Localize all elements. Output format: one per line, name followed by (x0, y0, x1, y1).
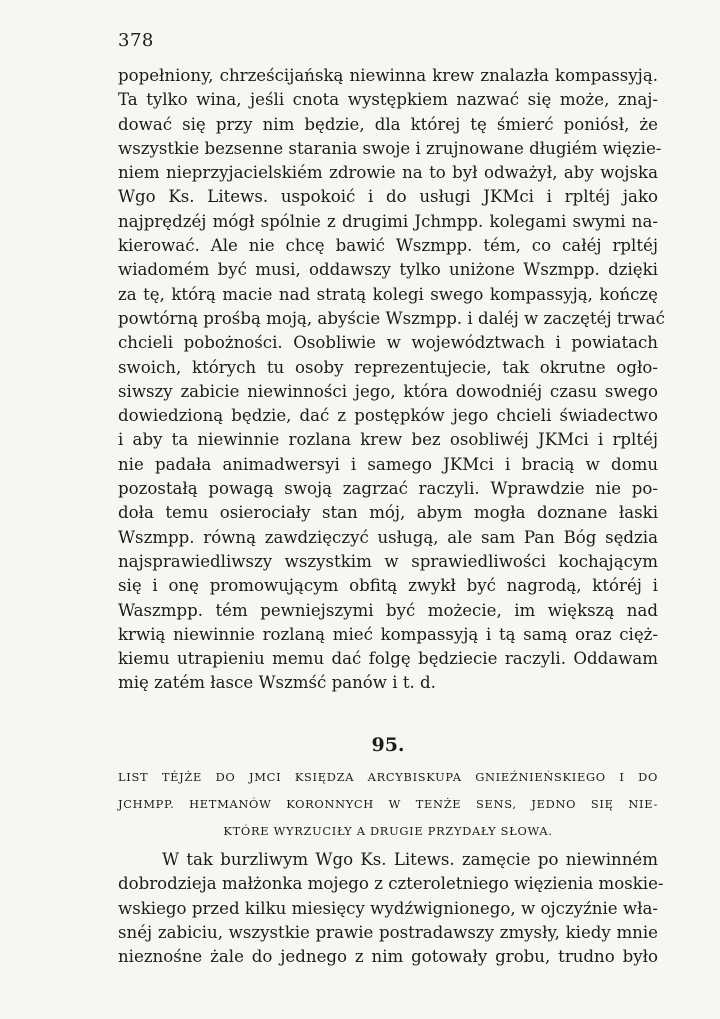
letter-heading (118, 764, 658, 845)
text-line: popełniony, chrześcijańską niewinna krew znalazła kompassyją. (118, 66, 658, 85)
text-line: wiadomém być musi, oddawszy tylko uniżone Wszmpp. dzięki (118, 260, 658, 280)
text-line: dobrodzieja małżonka mojego z czteroletniego więzienia moskie- (118, 874, 664, 894)
text-line: powtórną prośbą moją, abyście Wszmpp. i daléj w zaczętéj trwać (118, 308, 665, 328)
letter-body-text (118, 848, 664, 969)
text-line: chcieli pobożności. Osobliwie w województwach i powiatach (118, 333, 658, 353)
text-line: doła temu osierociały stan mój, abym mogła doznane łaski (118, 503, 658, 523)
text-line: mię zatém łasce Wszmść panów i t. d. (118, 673, 436, 693)
letter-number: 95. (371, 734, 405, 756)
text-line: najprędzéj mógł spólnie z drugimi Jchmpp. kolegami swymi na- (118, 211, 658, 231)
text-line: Waszmpp. tém pewniejszymi być możecie, im większą nad (118, 600, 658, 620)
text-line: swoich, których tu osoby reprezentujecie, tak okrutne ogło- (118, 357, 658, 377)
text-line: najsprawiedliwszy wszystkim w sprawiedliwości kochającym (118, 551, 658, 571)
heading-line: KTÓRE WYRZUCIŁY A DRUGIE PRZYDAŁY SŁOWA. (223, 824, 553, 838)
text-line: kierować. Ale nie chcę bawić Wszmpp. tém, co całéj rpltéj (118, 236, 658, 256)
text-line: snéj zabiciu, wszystkie prawie postradawszy zmysły, kiedy mnie (118, 922, 658, 942)
letter-continuation-text (118, 64, 665, 696)
text-line: dowiedzioną będzie, dać z postępków jego chcieli świadectwo (118, 406, 658, 426)
text-line: niem nieprzyjacielskiém zdrowie na to był odważył, aby wojska (118, 163, 658, 183)
text-line: Wszmpp. równą zawdzięczyć usługą, ale sam Pan Bóg sędzia (118, 527, 658, 547)
text-line: się i onę promowującym obfitą zwykł być nagrodą, któréj i (118, 576, 658, 596)
text-line: nie padała animadwersyi i samego JKMci i bracią w domu (118, 454, 658, 474)
text-line: Wgo Ks. Litews. uspokoić i do usługi JKMci i rpltéj jako (118, 187, 658, 207)
text-line: wszystkie bezsenne starania swoje i zrujnowane długiém więzie- (118, 138, 662, 158)
text-line: krwią niewinnie rozlaną mieć kompassyją i tą samą oraz cięż- (118, 624, 658, 644)
text-line: za tę, którą macie nad stratą kolegi swego kompassyją, kończę (118, 284, 658, 304)
page-number: 378 (118, 30, 154, 51)
text-line: wskiego przed kilku miesięcy wydźwignionego, w ojczyźnie wła- (118, 898, 658, 918)
text-line: W tak burzliwym Wgo Ks. Litews. zamęcie po niewinném (162, 850, 658, 869)
heading-line: JCHMPP. HETMANÓW KORONNYCH W TENŻE SENS, JEDNO SIĘ NIE- (118, 797, 658, 811)
text-line: pozostałą powagą swoją zagrzać raczyli. Wprawdzie nie po- (118, 479, 658, 499)
text-line: nieznośne żale do jednego z nim gotowały grobu, trudno było (118, 947, 658, 967)
text-line: dować się przy nim będzie, dla której tę śmierć poniósł, że (118, 114, 658, 134)
text-line: i aby ta niewinnie rozlana krew bez osobliwéj JKMci i rpltéj (118, 430, 658, 450)
heading-line: LIST TÉJŻE DO JMCI KSIĘDZA ARCYBISKUPA GNIEŹNIEŃSKIEGO I DO (118, 770, 658, 784)
text-line: kiemu utrapieniu memu dać folgę będziecie raczyli. Oddawam (118, 649, 658, 669)
text-line: Ta tylko wina, jeśli cnota występkiem nazwać się może, znaj- (118, 90, 658, 110)
text-line: siwszy zabicie niewinności jego, która dowodniéj czasu swego (118, 381, 658, 401)
